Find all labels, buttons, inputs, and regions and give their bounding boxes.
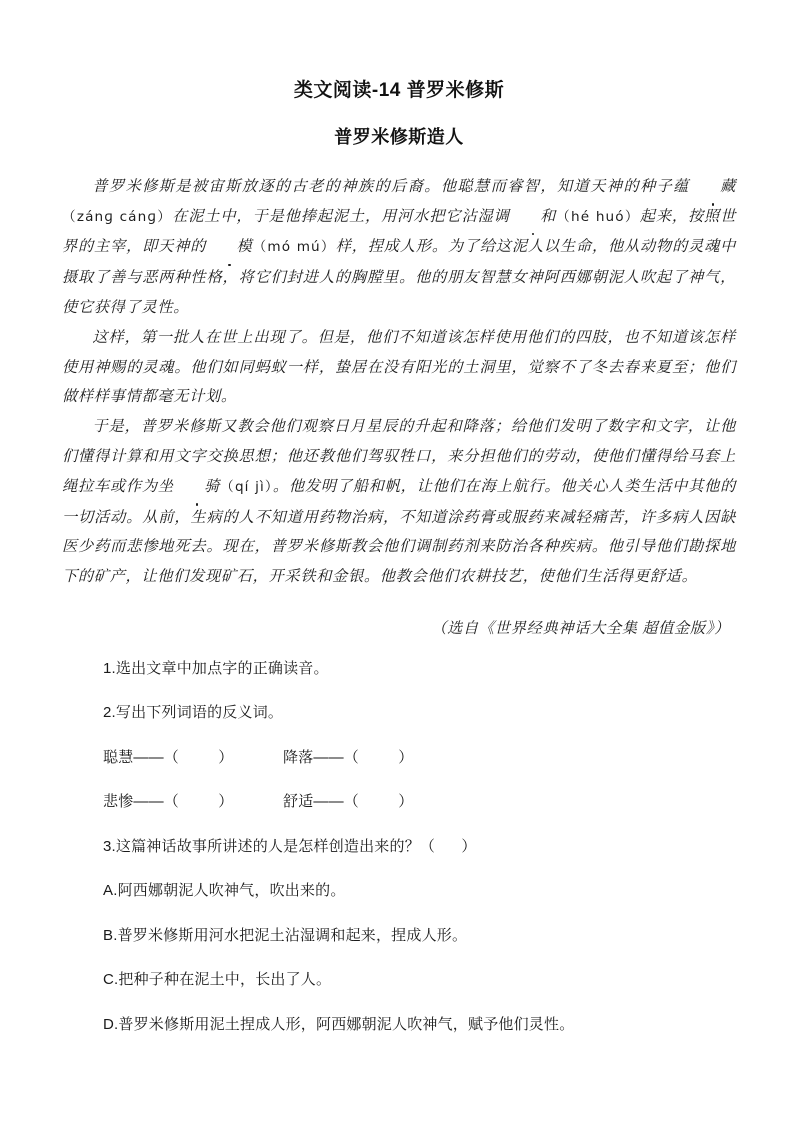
option-c[interactable]: C.把种子种在泥土中，长出了人。: [103, 971, 332, 989]
antonym-blank-shushi[interactable]: 舒适——（ ）: [283, 793, 414, 811]
option-d[interactable]: D.普罗米修斯用泥土捏成人形，阿西娜朝泥人吹神气，赋予他们灵性。: [103, 1015, 575, 1033]
pinyin-annotation: （mó mú）: [252, 239, 336, 256]
page-content: [62, 0, 736, 1058]
question-3[interactable]: 3.这篇神话故事所讲述的人是怎样创造出来的？（ ）: [103, 837, 477, 855]
pinyin-annotation: （zánɡ cánɡ）: [62, 208, 173, 225]
passage-paragraph: 于是，普罗米修斯又教会他们观察日月星辰的升起和降落；给他们发明了数字和文字，让他们懂得计算和用文字交换思想；他还教他们驾驭牲口，来分担他们的劳动，使他们懂得给马套上绳拉车或作为坐 骑（qí jì）。他发明了船和帆，让他们在海上航行。他关心人类生活中其他的一切活动。从前，生病的人不知道用药物治病，不知道涂药膏或服药来减轻痛苦，许多病人因缺医少药而悲惨地死去。现在，普罗米修斯教会他们调制药剂来防治各种疾病。他引导他们勘探地下的矿产，让他们发现矿石，开采铁和金银。他教会他们农耕技艺，使他们生活得更舒适。: [62, 418, 736, 586]
source-attribution: （选自《世界经典神话大全集 超值金版》）: [431, 619, 730, 637]
option-b[interactable]: B.普罗米修斯用河水把泥土沾湿调和起来，捏成人形。: [103, 926, 468, 944]
emphasis-dot-char: 模: [206, 232, 252, 262]
antonym-blank-beican[interactable]: 悲惨——（ ）: [103, 793, 234, 811]
pinyin-annotation: （qí jì）: [220, 478, 273, 495]
question-1: 1.选出文章中加点字的正确读音。: [103, 659, 329, 677]
antonym-row: [103, 747, 736, 769]
emphasis-dot-char: 藏: [690, 172, 736, 202]
antonym-blank-congzhi[interactable]: 聪慧——（ ）: [103, 748, 234, 766]
passage-paragraph: 普罗米修斯是被宙斯放逐的古老的神族的后裔。他聪慧而睿智，知道天神的种子蕴 藏（zánɡ cánɡ）在泥土中，于是他捧起泥土，用河水把它沾湿调 和（hé huó）起来，按照世界的主宰，即天神的 模（mó mú）样，捏成人形。为了给这泥人以生命，他从动物的灵魂中摄取了善与恶两种性格，将它们封进人的胸膛里。他的朋友智慧女神阿西娜朝泥人吹起了神气，使它获得了灵性。: [62, 172, 736, 323]
article-subtitle: 普罗米修斯造人: [334, 126, 464, 147]
antonym-row: [103, 791, 736, 813]
emphasis-dot-char: 骑: [174, 472, 220, 502]
page-title: 类文阅读-14 普罗米修斯: [293, 80, 505, 101]
antonym-blank-jiangluo[interactable]: 降落——（ ）: [283, 748, 414, 766]
reading-passage: [62, 150, 736, 592]
passage-paragraph: 这样，第一批人在世上出现了。但是，他们不知道该怎样使用他们的四肢，也不知道该怎样使用神赐的灵魂。他们如同蚂蚁一样，蛰居在没有阳光的土洞里，觉察不了冬去春来夏至；他们做样样事情都毫无计划。: [62, 328, 736, 406]
questions-section: [62, 644, 736, 1036]
option-a[interactable]: A.阿西娜朝泥人吹神气，吹出来的。: [103, 882, 346, 900]
question-2: 2.写出下列词语的反义词。: [103, 704, 284, 722]
pinyin-annotation: （hé huó）: [555, 208, 640, 225]
emphasis-dot-char: 和: [510, 202, 556, 232]
